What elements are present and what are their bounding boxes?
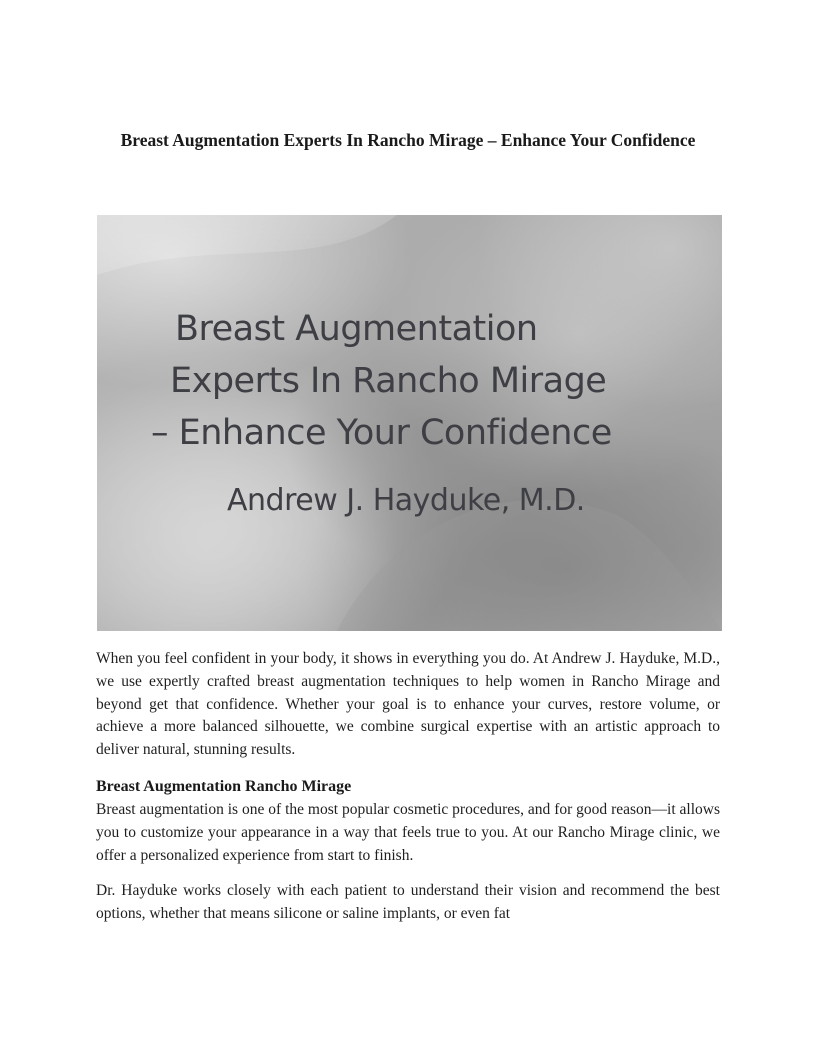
hero-title xyxy=(97,303,722,459)
document-title: Breast Augmentation Experts In Rancho Mirage – Enhance Your Confidence xyxy=(120,130,696,150)
intro-paragraph: When you feel confident in your body, it shows in everything you do. At Andrew J. Hayduke, M.D., we use expertly crafted breast augmentation techniques to help women in Rancho Mirage and beyond get that confidence. Whether your goal is to enhance your curves, restore volume, or achieve a more balanced silhouette, we combine surgical expertise with an artistic approach to deliver natural, stunning results. xyxy=(96,650,720,759)
hero-title-line1: Breast Augmentation xyxy=(175,309,538,349)
hero-title-line2: Experts In Rancho Mirage xyxy=(170,361,607,401)
hero-subtitle: Andrew J. Hayduke, M.D. xyxy=(227,483,585,518)
hero-image xyxy=(97,215,722,631)
section-heading: Breast Augmentation Rancho Mirage xyxy=(96,778,352,795)
hero-title-line3: – Enhance Your Confidence xyxy=(151,413,612,453)
section-paragraph-1: Breast augmentation is one of the most popular cosmetic procedures, and for good reason—it allows you to customize your appearance in a way that feels true to you. At our Rancho Mirage clinic, we offer a personalized experience from start to finish. xyxy=(96,801,720,864)
section-paragraph-2: Dr. Hayduke works closely with each patient to understand their vision and recommend the best options, whether that means silicone or saline implants, or even fat xyxy=(96,882,720,922)
